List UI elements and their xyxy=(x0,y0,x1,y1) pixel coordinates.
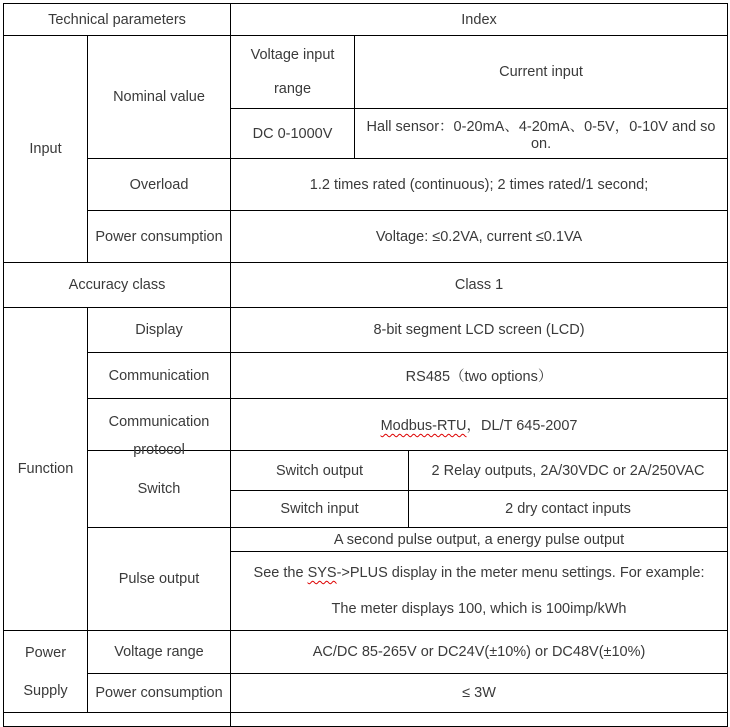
switch-output-value-cell: 2 Relay outputs, 2A/30VDC or 2A/250VAC xyxy=(409,451,728,491)
header-index-cell: Index xyxy=(231,4,728,36)
input-power-consumption-label-cell: Power consumption xyxy=(88,211,231,263)
partial-bottom-row xyxy=(4,713,728,727)
communication-protocol-value-cell: Modbus-RTU，DL/T 645-2007 xyxy=(231,399,728,451)
overload-value-cell: 1.2 times rated (continuous); 2 times rated/1 second; xyxy=(231,159,728,211)
pulse-output-line2-text: See the SYS->PLUS display in the meter menu settings. For example: The meter displays 100, which is 100imp/kWh xyxy=(253,565,705,617)
pulse-output-label-cell: Pulse output xyxy=(88,528,231,631)
function-section-label-cell: Function xyxy=(4,308,88,631)
communication-protocol-label-line2-clipped: protocol xyxy=(133,442,185,458)
communication-protocol-label-line1: Communication xyxy=(108,414,210,430)
communication-row xyxy=(4,353,728,399)
technical-parameters-table xyxy=(3,3,728,727)
communication-protocol-label-cell xyxy=(88,399,231,458)
supply-power-consumption-row xyxy=(4,674,728,713)
switch-input-value-cell: 2 dry contact inputs xyxy=(409,491,728,528)
switch-input-label-cell: Switch input xyxy=(231,491,409,528)
current-input-value-cell: Hall sensor：0-20mA、4-20mA、0-5V，0-10V and so on. xyxy=(355,109,728,159)
voltage-range-value-cell: AC/DC 85-265V or DC24V(±10%) or DC48V(±10%) xyxy=(231,631,728,674)
switch-output-row xyxy=(4,451,728,491)
input-power-consumption-row xyxy=(4,211,728,263)
overload-row xyxy=(4,159,728,211)
display-label-cell: Display xyxy=(88,308,231,353)
communication-protocol-row xyxy=(4,399,728,451)
voltage-range-row xyxy=(4,631,728,674)
communication-label-cell: Communication xyxy=(88,353,231,399)
nominal-value-label-cell: Nominal value xyxy=(88,36,231,159)
communication-protocol-label-clip xyxy=(94,401,224,458)
pulse-output-row-1 xyxy=(4,528,728,552)
partial-bottom-left-cell xyxy=(4,713,231,727)
input-section-label-cell: Input xyxy=(4,36,88,263)
switch-label-cell: Switch xyxy=(88,451,231,528)
accuracy-class-label-cell: Accuracy class xyxy=(4,263,231,308)
voltage-input-range-label-cell: Voltage input range xyxy=(231,36,355,109)
partial-bottom-right-cell xyxy=(231,713,728,727)
power-supply-label-cell: Power Supply xyxy=(4,631,88,713)
current-input-label-cell: Current input xyxy=(355,36,728,109)
pulse-output-line2-cell xyxy=(231,552,728,631)
display-row xyxy=(4,308,728,353)
display-value-cell: 8-bit segment LCD screen (LCD) xyxy=(231,308,728,353)
nominal-value-row-1 xyxy=(4,36,728,109)
accuracy-class-row xyxy=(4,263,728,308)
voltage-range-label-cell: Voltage range xyxy=(88,631,231,674)
input-power-consumption-value-cell: Voltage: ≤0.2VA, current ≤0.1VA xyxy=(231,211,728,263)
pulse-output-line1-cell: A second pulse output, a energy pulse output xyxy=(231,528,728,552)
accuracy-class-value-cell: Class 1 xyxy=(231,263,728,308)
overload-label-cell: Overload xyxy=(88,159,231,211)
communication-value-cell: RS485（two options） xyxy=(231,353,728,399)
supply-power-consumption-value-cell: ≤ 3W xyxy=(231,674,728,713)
header-row xyxy=(4,4,728,36)
header-technical-parameters-cell: Technical parameters xyxy=(4,4,231,36)
switch-output-label-cell: Switch output xyxy=(231,451,409,491)
supply-power-consumption-label-cell: Power consumption xyxy=(88,674,231,713)
voltage-input-range-value-cell: DC 0-1000V xyxy=(231,109,355,159)
